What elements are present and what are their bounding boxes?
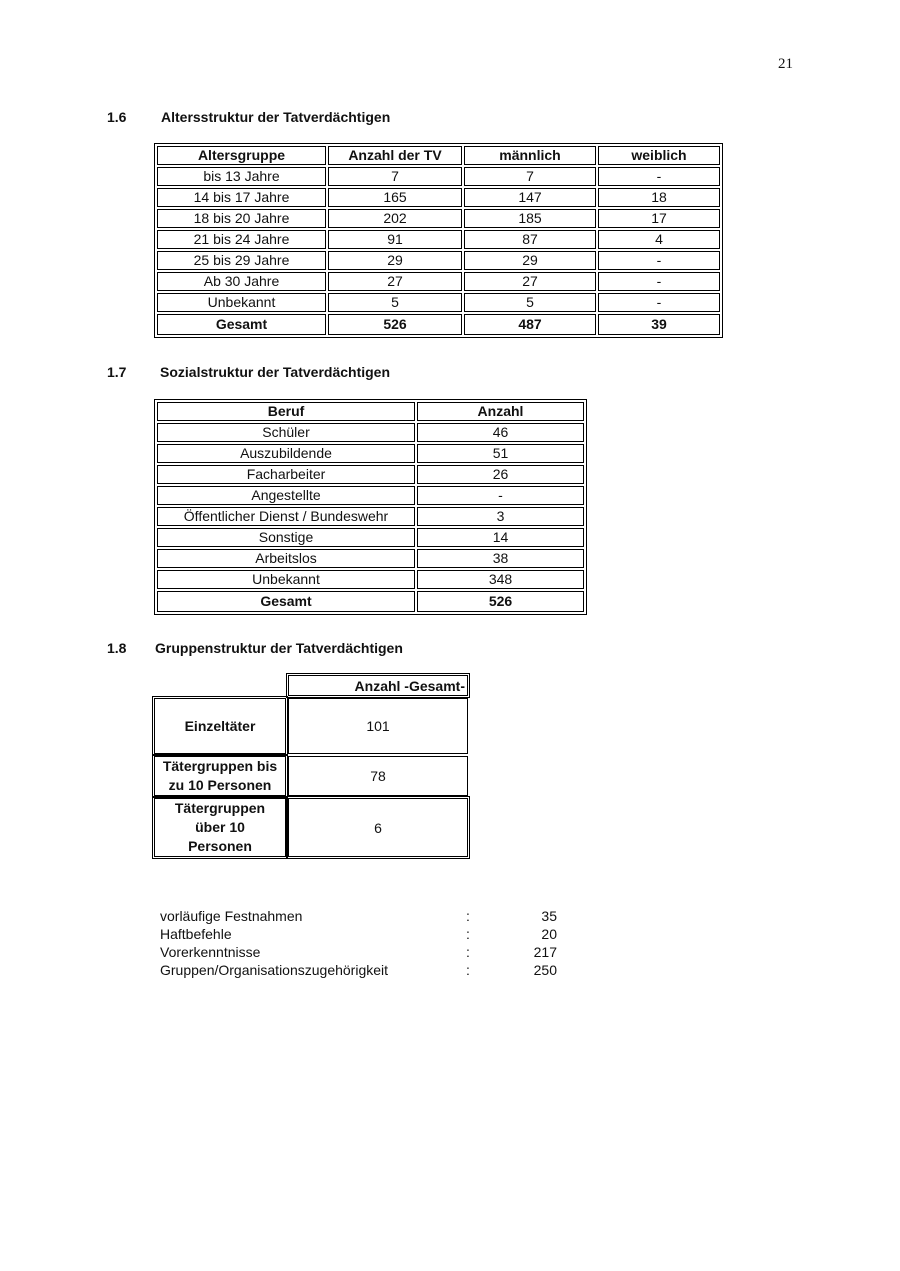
table-row — [157, 293, 720, 312]
row-label: Einzeltäter — [154, 698, 286, 754]
table-row — [157, 486, 584, 505]
table-header-row — [157, 146, 720, 165]
table-row — [157, 272, 720, 291]
total-label: Gesamt — [157, 314, 326, 335]
row-label: Arbeitslos — [157, 549, 415, 568]
total-cell: 526 — [328, 314, 462, 335]
total-cell: 39 — [598, 314, 720, 335]
row-label: Unbekannt — [157, 293, 326, 312]
column-header: Anzahl — [417, 402, 584, 421]
row-label: Facharbeiter — [157, 465, 415, 484]
row-label: Auszubildende — [157, 444, 415, 463]
fact-label: Haftbefehle — [160, 926, 232, 942]
fact-label: Gruppen/Organisationszugehörigkeit — [160, 962, 389, 978]
list-item — [160, 925, 560, 943]
table-cell: - — [598, 272, 720, 291]
table-cell: 185 — [464, 209, 596, 228]
table-cell: 87 — [464, 230, 596, 249]
fact-value: 35 — [541, 908, 557, 924]
section-number: 1.6 — [107, 109, 127, 125]
table-cell: - — [417, 486, 584, 505]
table-cell: 27 — [464, 272, 596, 291]
section-heading-1-6 — [107, 109, 391, 125]
row-label: 21 bis 24 Jahre — [157, 230, 326, 249]
row-label: Tätergruppen über 10 Personen — [154, 798, 286, 857]
table-row — [154, 756, 468, 796]
table-cell: 18 — [598, 188, 720, 207]
row-label: 25 bis 29 Jahre — [157, 251, 326, 270]
table-cell: 7 — [464, 167, 596, 186]
table-cell: 26 — [417, 465, 584, 484]
row-label: Sonstige — [157, 528, 415, 547]
table-cell: 5 — [328, 293, 462, 312]
row-label: 14 bis 17 Jahre — [157, 188, 326, 207]
table-row — [157, 570, 584, 589]
row-label: bis 13 Jahre — [157, 167, 326, 186]
table-row — [157, 507, 584, 526]
column-header: männlich — [464, 146, 596, 165]
table-row — [154, 798, 468, 857]
table-cell: 165 — [328, 188, 462, 207]
table-cell: 51 — [417, 444, 584, 463]
page-number: 21 — [778, 56, 793, 72]
fact-separator: : — [466, 908, 470, 924]
age-structure-table — [154, 143, 723, 338]
table-cell: - — [598, 251, 720, 270]
row-value: 78 — [288, 756, 468, 796]
section-number: 1.8 — [107, 640, 127, 656]
table-cell: 202 — [328, 209, 462, 228]
column-header: Altersgruppe — [157, 146, 326, 165]
section-number: 1.7 — [107, 364, 127, 380]
table-cell: 5 — [464, 293, 596, 312]
row-value: 101 — [288, 698, 468, 754]
table-row — [157, 251, 720, 270]
row-value: 6 — [288, 798, 468, 857]
table-row — [157, 209, 720, 228]
table-header-row — [154, 675, 468, 696]
row-label: Ab 30 Jahre — [157, 272, 326, 291]
fact-label: Vorerkenntnisse — [160, 944, 261, 960]
column-header: Anzahl -Gesamt- — [288, 675, 468, 696]
table-cell: 14 — [417, 528, 584, 547]
social-structure-table — [154, 399, 587, 615]
arrest-facts-list — [160, 907, 560, 979]
list-item — [160, 961, 560, 979]
fact-value: 250 — [533, 962, 557, 978]
table-cell: 7 — [328, 167, 462, 186]
table-row — [157, 167, 720, 186]
table-cell: - — [598, 167, 720, 186]
section-title: Altersstruktur der Tatverdächtigen — [161, 109, 391, 125]
row-label: Schüler — [157, 423, 415, 442]
table-cell: - — [598, 293, 720, 312]
row-label: Angestellte — [157, 486, 415, 505]
fact-separator: : — [466, 944, 470, 960]
fact-value: 20 — [541, 926, 557, 942]
row-label: Unbekannt — [157, 570, 415, 589]
table-row — [157, 444, 584, 463]
list-item — [160, 943, 560, 961]
total-label: Gesamt — [157, 591, 415, 612]
fact-separator: : — [466, 962, 470, 978]
table-cell: 29 — [464, 251, 596, 270]
column-header: Anzahl der TV — [328, 146, 462, 165]
row-label: Öffentlicher Dienst / Bundeswehr — [157, 507, 415, 526]
table-cell: 29 — [328, 251, 462, 270]
table-cell: 46 — [417, 423, 584, 442]
table-row — [157, 188, 720, 207]
table-cell: 27 — [328, 272, 462, 291]
table-row — [157, 230, 720, 249]
fact-label: vorläufige Festnahmen — [160, 908, 303, 924]
row-label: Tätergruppen bis zu 10 Personen — [154, 756, 286, 796]
table-header-row — [157, 402, 584, 421]
list-item — [160, 907, 560, 925]
table-cell: 348 — [417, 570, 584, 589]
table-cell: 4 — [598, 230, 720, 249]
section-heading-1-8 — [107, 640, 403, 656]
table-row — [157, 423, 584, 442]
table-row — [157, 528, 584, 547]
table-cell: 91 — [328, 230, 462, 249]
fact-separator: : — [466, 926, 470, 942]
total-cell: 487 — [464, 314, 596, 335]
table-cell: 38 — [417, 549, 584, 568]
section-title: Gruppenstruktur der Tatverdächtigen — [155, 640, 403, 656]
table-cell: 17 — [598, 209, 720, 228]
group-structure-table — [152, 673, 470, 859]
fact-value: 217 — [533, 944, 557, 960]
column-header: weiblich — [598, 146, 720, 165]
column-header: Beruf — [157, 402, 415, 421]
section-title: Sozialstruktur der Tatverdächtigen — [160, 364, 391, 380]
row-label: 18 bis 20 Jahre — [157, 209, 326, 228]
table-row — [157, 549, 584, 568]
total-row — [157, 314, 720, 335]
table-cell: 3 — [417, 507, 584, 526]
table-row — [154, 698, 468, 754]
table-row — [157, 465, 584, 484]
section-heading-1-7 — [107, 364, 391, 380]
total-row — [157, 591, 584, 612]
table-cell: 147 — [464, 188, 596, 207]
total-cell: 526 — [417, 591, 584, 612]
